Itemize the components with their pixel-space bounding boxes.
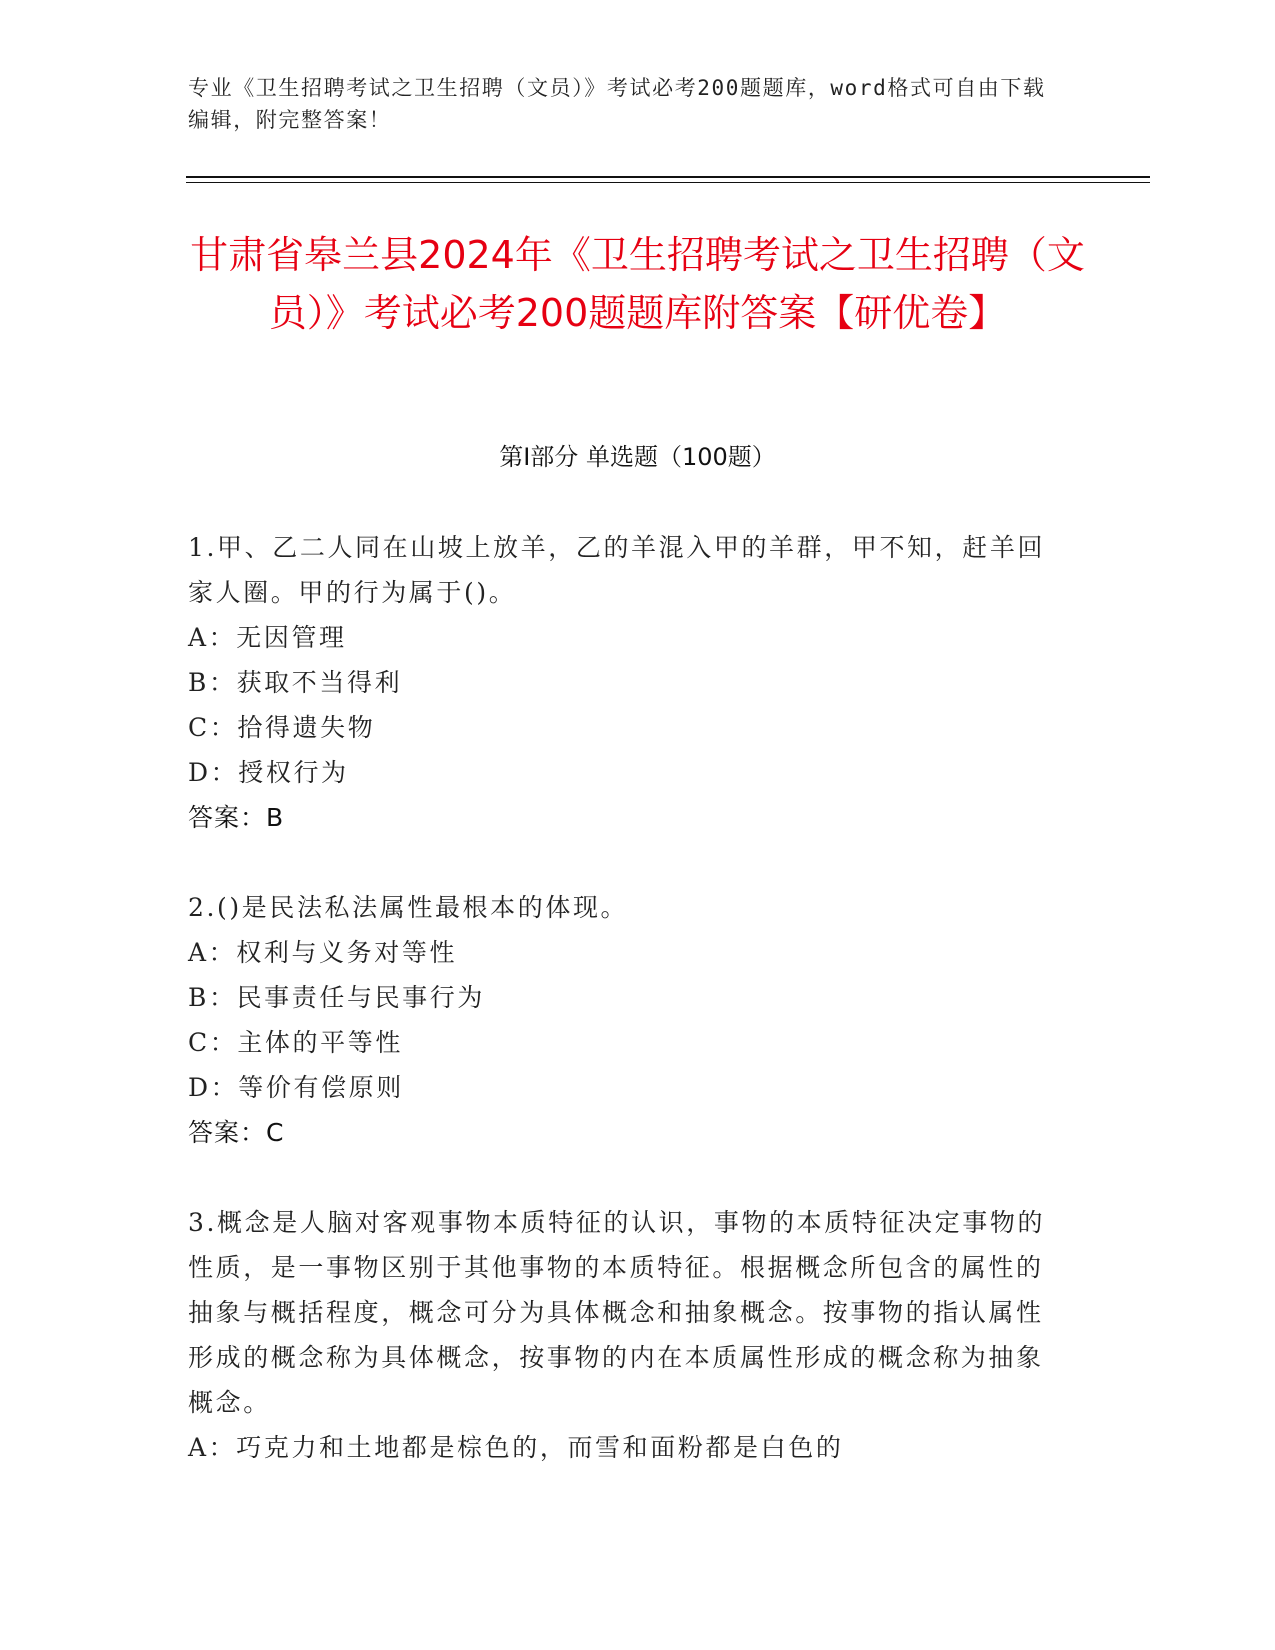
answer: 答案：C (188, 1118, 285, 1147)
question-stem: 3.概念是人脑对客观事物本质特征的认识，事物的本质特征决定事物的性质，是一事物区别于其他事物的本质特征。根据概念所包含的属性的抽象与概括程度，概念可分为具体概念和抽象概念。按事物的指认属性形成的概念称为具体概念，按事物的内在本质属性形成的概念称为抽象概念。 (188, 1208, 1046, 1417)
option-a: A：巧克力和土地都是棕色的，而雪和面粉都是白色的 (188, 1433, 844, 1462)
option-b: B：民事责任与民事行为 (188, 983, 485, 1012)
section-heading: 第Ⅰ部分 单选题（100题） (499, 443, 776, 471)
option-d: D：授权行为 (188, 758, 349, 787)
answer: 答案：B (188, 803, 285, 832)
question-stem: 2.()是民法私法属性最根本的体现。 (188, 893, 629, 922)
option-a: A：无因管理 (188, 623, 347, 652)
header-note: 专业《卫生招聘考试之卫生招聘（文员）》考试必考200题题库，word格式可自由下载编辑，附完整答案！ (188, 76, 1046, 132)
question-1 (188, 525, 1068, 840)
option-b: B：获取不当得利 (188, 668, 403, 697)
option-d: D：等价有偿原则 (188, 1073, 404, 1102)
question-2 (188, 885, 1068, 1155)
header-divider-thick (186, 176, 1150, 178)
question-3 (188, 1200, 1068, 1470)
question-stem: 1.甲、乙二人同在山坡上放羊，乙的羊混入甲的羊群，甲不知，赶羊回家人圈。甲的行为属于()。 (188, 533, 1046, 607)
option-c: C：主体的平等性 (188, 1028, 403, 1057)
document-title: 甘肃省皋兰县2024年《卫生招聘考试之卫生招聘（文员）》考试必考200题题库附答案【研优卷】 (190, 233, 1085, 335)
header-divider-thin (186, 182, 1150, 183)
question-list (188, 525, 1068, 1470)
option-a: A：权利与义务对等性 (188, 938, 458, 967)
option-c: C：拾得遗失物 (188, 713, 376, 742)
